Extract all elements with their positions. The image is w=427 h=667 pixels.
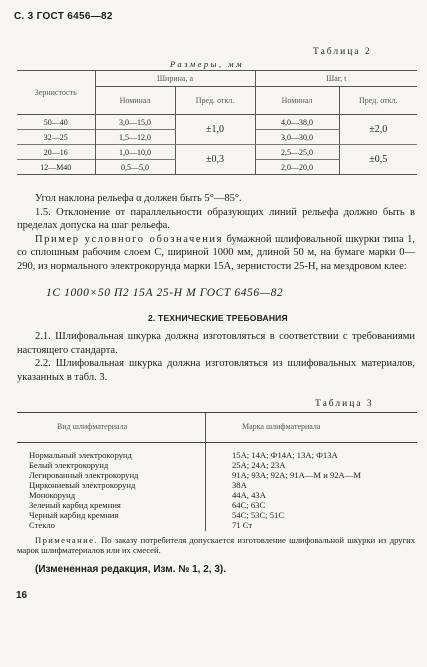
example-heading: Пример условного обозначения [35, 233, 224, 245]
table2-col-grit: Зернистость [17, 71, 95, 115]
paragraph-2-1: 2.1. Шлифовальная шкурка должна изготовляться в соответствии с требованиями настоящего стандарта. [17, 331, 415, 356]
table3-kind-7: Стекло [29, 520, 55, 530]
table3-brand-0: 15А; 14А; Ф14А; 13А; Ф13А [232, 450, 338, 460]
table2-dev-a: ±1,0 [175, 115, 255, 145]
table2-dev-a: ±0,3 [175, 145, 255, 175]
paragraph-example [17, 233, 415, 274]
table2-col-limit-t: Пред. откл. [358, 96, 398, 105]
table2-col-limit-a: Пред. откл. [175, 87, 255, 115]
note-heading: Примечание. [35, 535, 98, 545]
table2-row: 12—М40 [17, 160, 95, 175]
table2-cell: 1,0—10,0 [95, 145, 175, 160]
table3-kind-1: Белый электрокорунд [29, 460, 109, 470]
example-text: бумажной шлифовальной шкурки типа 1, со сплошным рабочим слоем С, шириной 1000 мм, длиной 50 м, на бумаге марки 0—290, из нормального электрокорунда марки 15А, зернистости 25-Н, на мездровом клее: [17, 233, 415, 272]
table2-cell: 3,0—30,0 [255, 130, 339, 145]
table2-dev-t: ±2,0 [339, 115, 417, 145]
table3-brand-1: 25А; 24А; 23А [232, 460, 286, 470]
table3-kind-5: Зеленый карбид кремния [29, 500, 121, 510]
table3-kind-6: Черный карбид кремния [29, 510, 119, 520]
table3-kind-2: Легированный электрокорунд [29, 470, 139, 480]
table3-brand-4: 44А, 43А [232, 490, 266, 500]
table2-dev-t: ±0,5 [369, 154, 388, 165]
table3-brand-7: 71 Ст [232, 520, 253, 530]
table3-kind-0: Нормальный электрокорунд [29, 450, 132, 460]
page-number: 16 [16, 590, 28, 601]
table2-row: 20—16 [17, 145, 95, 160]
table2-cell: 0,5—5,0 [95, 160, 175, 175]
table2-row: 32—25 [17, 130, 95, 145]
page-header: С. 3 ГОСТ 6456—82 [14, 11, 113, 22]
table3-brand-3: 38А [232, 480, 247, 490]
table3-brand-6: 54С; 53С; 51С [232, 510, 285, 520]
paragraph-2-2: 2.2. Шлифовальная шкурка должна изготовляться из шлифовальных материалов, указанных в табл. 3. [17, 358, 415, 383]
table3-note [17, 535, 415, 555]
table2-row: 50—40 [17, 115, 95, 130]
table2-cell: 3,0—15,0 [95, 115, 175, 130]
table2 [17, 70, 417, 175]
note-text: По заказу потребителя допускается изготовление шлифовальной шкурки из других марок шлифматериалов или их смесей. [17, 535, 416, 556]
table2-cell: 4,0—38,0 [255, 115, 339, 130]
designation-formula: 1С 1000×50 П2 15А 25-Н М ГОСТ 6456—82 [46, 287, 284, 299]
table3-col-brand: Марка шлифматериала [242, 422, 321, 431]
table2-cell: 2,5—25,0 [255, 145, 339, 160]
table2-group-step: Шаг, t [255, 71, 417, 87]
section-2-heading: 2. ТЕХНИЧЕСКИЕ ТРЕБОВАНИЯ [148, 313, 288, 323]
table2-cell: 2,0—20,0 [255, 160, 339, 175]
table3-header [17, 412, 417, 443]
table3-kind-4: Монокорунд [29, 490, 76, 500]
table3-brand-5: 64С; 63С [232, 500, 266, 510]
table2-group-width: Ширина, а [95, 71, 255, 87]
table3-kind-3: Циркониевый электрокорунд [29, 480, 136, 490]
table2-cell: 1,5—12,0 [95, 130, 175, 145]
paragraph-angle: Угол наклона рельефа α должен быть 5°—85°. [35, 193, 242, 204]
table2-subtitle: Размеры, мм [170, 59, 245, 69]
table2-col-nominal-t: Номинал [255, 87, 339, 115]
table3-col-kind: Вид шлифматериала [57, 422, 128, 431]
table2-caption: Таблица 2 [313, 47, 372, 57]
table3-brand-2: 91А; 93А; 92А; 91А—М и 92А—М [232, 470, 361, 480]
paragraph-1-5: 1.5. Отклонение от параллельности образующих линий рельефа должно быть в пределах допуска на шаг рельефа. [17, 206, 415, 232]
table2-col-nominal-a: Номинал [95, 87, 175, 115]
edition-note: (Измененная редакция, Изм. № 1, 2, 3). [35, 564, 227, 575]
table3-caption: Таблица 3 [315, 399, 374, 409]
